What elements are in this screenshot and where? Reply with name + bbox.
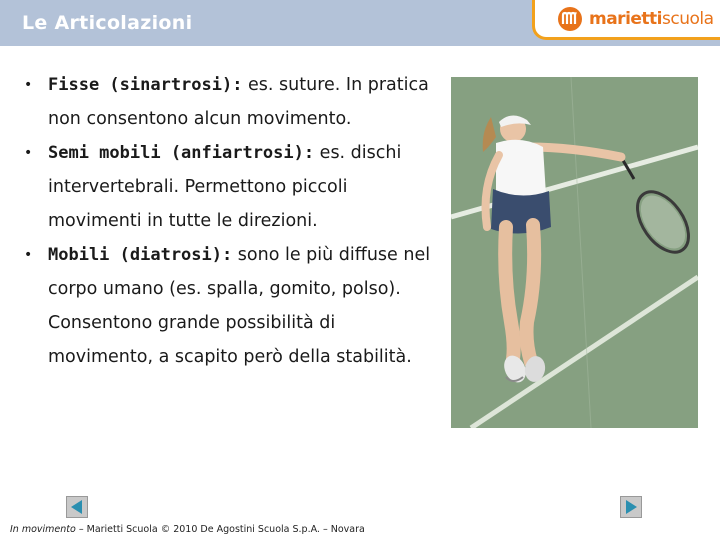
previous-slide-button[interactable] <box>66 496 88 518</box>
tennis-player-photo <box>451 77 698 428</box>
bullet-dot: • <box>24 247 33 263</box>
slide-title: Le Articolazioni <box>22 12 193 34</box>
bullet-term: Fisse (sinartrosi): <box>48 75 243 95</box>
bullet-item-fisse <box>24 68 444 136</box>
arrow-right-icon <box>621 497 641 517</box>
marietti-logo-icon <box>557 6 583 32</box>
bullet-item-mobili <box>24 238 444 374</box>
bullet-term: Mobili (diatrosi): <box>48 245 233 265</box>
slide-header <box>0 0 720 46</box>
bullet-text: sono le più diffuse nel corpo umano (es. spalla, gomito, polso). Consentono grande possibilità di movimento, a scapito però della stabilità. <box>48 245 431 367</box>
bullet-list <box>24 68 444 374</box>
bullet-dot: • <box>24 77 33 93</box>
tennis-player-illustration <box>451 77 698 428</box>
bullet-dot: • <box>24 145 33 161</box>
bullet-text: es. suture. In pratica non consentono alcun movimento. <box>48 75 429 129</box>
footer-copyright: – Marietti Scuola © 2010 De Agostini Scuola S.p.A. – Novara <box>75 524 365 535</box>
bullet-text: es. dischi intervertebrali. Permettono piccoli movimenti in tutte le direzioni. <box>48 143 402 231</box>
logo-brand: marietti <box>589 8 663 29</box>
bullet-item-semi-mobili <box>24 136 444 238</box>
marietti-logo <box>532 0 720 40</box>
bullet-term: Semi mobili (anfiartrosi): <box>48 143 315 163</box>
logo-text <box>589 9 714 29</box>
slide-footer <box>10 524 365 535</box>
footer-book-title: In movimento <box>10 524 76 535</box>
arrow-left-icon <box>67 497 87 517</box>
next-slide-button[interactable] <box>620 496 642 518</box>
logo-brand-2: scuola <box>662 8 714 29</box>
